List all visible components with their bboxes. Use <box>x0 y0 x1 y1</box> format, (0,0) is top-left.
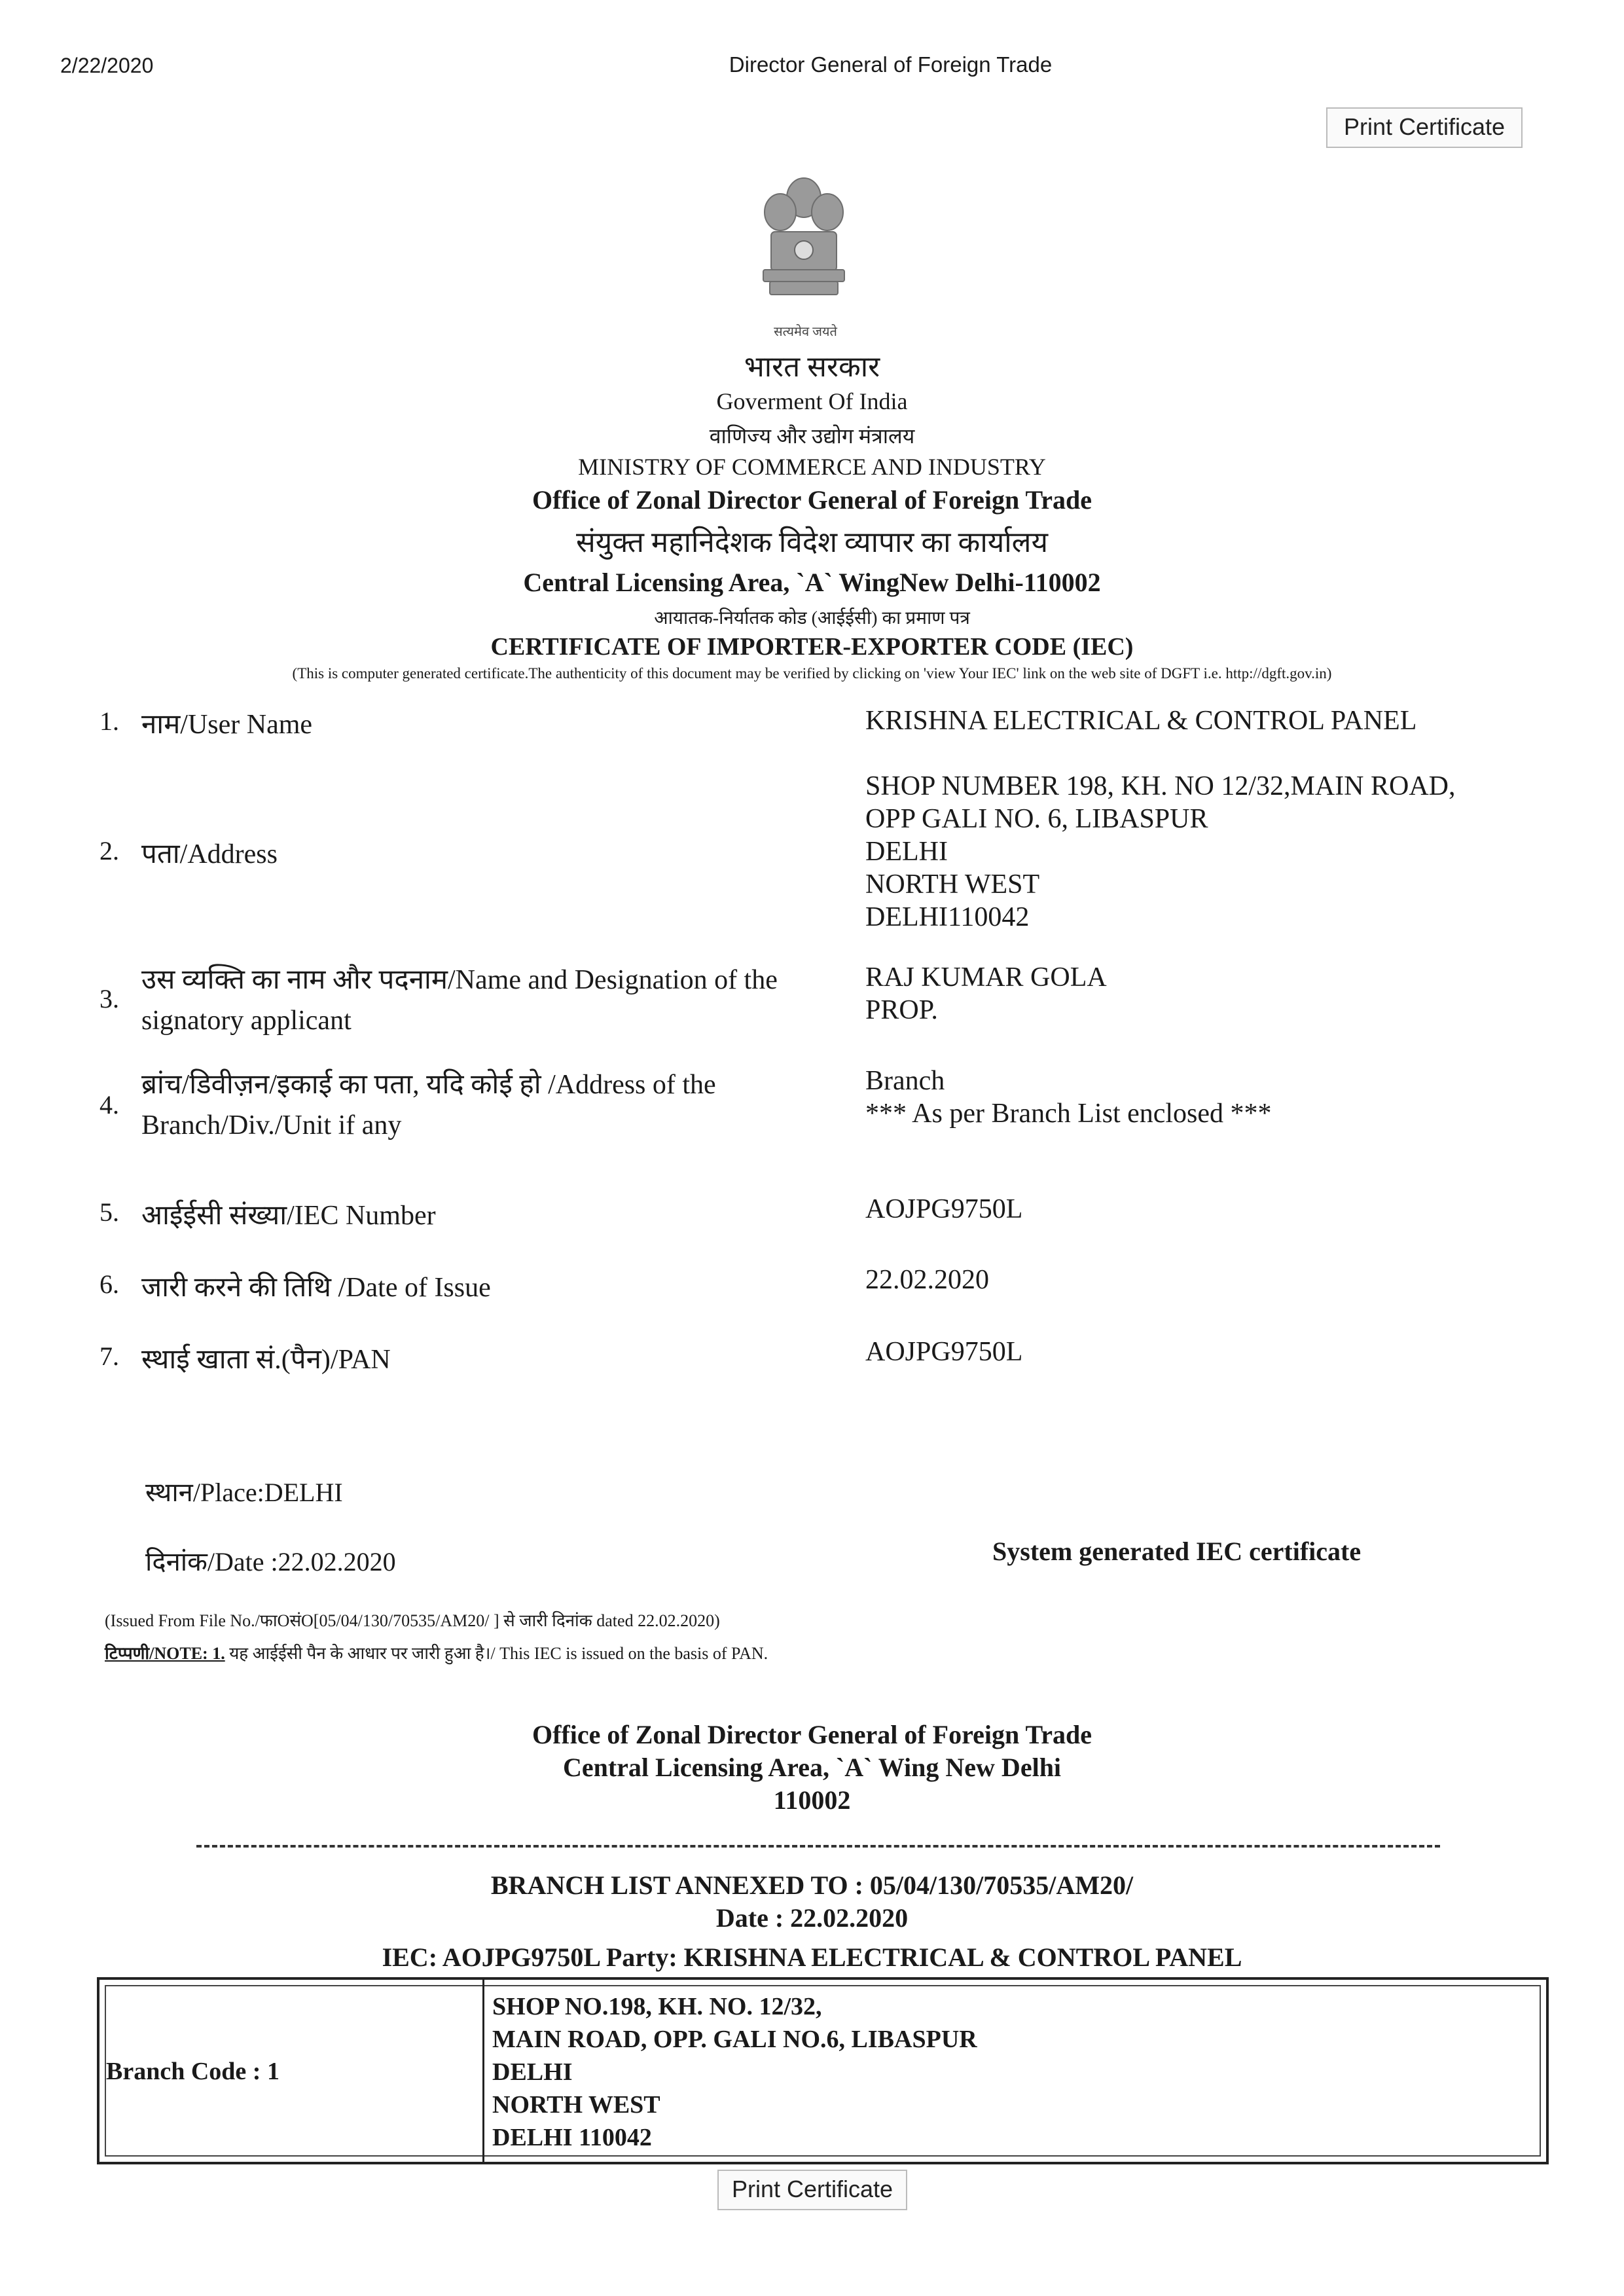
field-number: 6. <box>99 1269 119 1299</box>
field-value-date-of-issue: 22.02.2020 <box>865 1265 989 1295</box>
office-block-line3: 110002 <box>773 1785 851 1815</box>
office-block-line2: Central Licensing Area, `A` Wing New Delhi <box>562 1753 1062 1782</box>
licensing-area: Central Licensing Area, `A` WingNew Delhi-110002 <box>523 568 1101 597</box>
field-number: 7. <box>99 1341 119 1371</box>
hindi-government: भारत सरकार <box>744 351 880 383</box>
branch-table-divider <box>482 1980 484 2162</box>
field-label-iec-number: आईईसी संख्या/IEC Number <box>141 1201 436 1231</box>
branch-table <box>97 1977 1549 2164</box>
note-text: यह आईईसी पैन के आधार पर जारी हुआ है।/ This IEC is issued on the basis of PAN. <box>225 1644 768 1663</box>
site-title: Director General of Foreign Trade <box>729 52 1053 77</box>
branch-address: SHOP NO.198, KH. NO. 12/32, MAIN ROAD, OPP. GALI NO.6, LIBASPUR DELHI NORTH WEST DELHI 110042 <box>492 1993 977 2151</box>
field-label-address: पता/Address <box>141 839 278 869</box>
certificate-title: CERTIFICATE OF IMPORTER-EXPORTER CODE (IEC) <box>490 633 1134 661</box>
field-number: 3. <box>99 984 119 1013</box>
authenticity-note: (This is computer generated certificate.The authenticity of this document may be verified by clicking on 'view Your IEC' link on the web site of DGFT i.e. http://dgft.gov.in) <box>292 665 1332 682</box>
branch-code-label: Branch Code : 1 <box>106 2058 280 2085</box>
field-value-signatory: RAJ KUMAR GOLA PROP. <box>865 962 1107 1025</box>
place: स्थान/Place:DELHI <box>145 1478 343 1507</box>
signature-date: दिनांक/Date :22.02.2020 <box>145 1547 396 1576</box>
hindi-office: संयुक्त महानिदेशक विदेश व्यापार का कार्यालय <box>575 526 1049 558</box>
ashoka-emblem-icon <box>751 172 856 322</box>
hindi-ministry: वाणिज्य और उद्योग मंत्रालय <box>709 424 915 448</box>
issued-from-file: (Issued From File No./फाOसंO[05/04/130/70535/AM20/ ] से जारी दिनांक dated 22.02.2020) <box>105 1611 720 1630</box>
office-title: Office of Zonal Director General of Foreign Trade <box>532 485 1092 515</box>
dashed-divider <box>196 1845 1440 1848</box>
field-value-user-name: KRISHNA ELECTRICAL & CONTROL PANEL <box>865 706 1417 736</box>
field-value-branch-address: Branch *** As per Branch List enclosed *** <box>865 1066 1272 1129</box>
field-value-iec-number: AOJPG9750L <box>865 1194 1023 1224</box>
field-label-date-of-issue: जारी करने की तिथि /Date of Issue <box>141 1273 491 1303</box>
government-of-india: Goverment Of India <box>716 388 908 414</box>
field-value-pan: AOJPG9750L <box>865 1337 1023 1367</box>
system-generated-label: System generated IEC certificate <box>992 1537 1362 1566</box>
field-label-user-name: नाम/User Name <box>141 710 313 740</box>
field-value-address: SHOP NUMBER 198, KH. NO 12/32,MAIN ROAD, OPP GALI NO. 6, LIBASPUR DELHI NORTH WEST DELHI110042 <box>865 771 1456 932</box>
field-label-signatory: उस व्यक्ति का नाम और पदनाम/Name and Designation of the signatory applicant <box>141 965 778 1036</box>
field-number: 1. <box>99 706 119 736</box>
note-line <box>105 1641 768 1664</box>
office-block-line1: Office of Zonal Director General of Foreign Trade <box>532 1720 1092 1749</box>
print-date: 2/22/2020 <box>60 54 154 77</box>
print-certificate-button-bottom[interactable]: Print Certificate <box>717 2170 907 2210</box>
field-label-pan: स्थाई खाता सं.(पैन)/PAN <box>141 1345 391 1375</box>
ministry-title: MINISTRY OF COMMERCE AND INDUSTRY <box>578 454 1046 480</box>
print-certificate-button[interactable]: Print Certificate <box>1326 107 1523 148</box>
field-label-branch-address: ब्रांच/डिवीज़न/इकाई का पता, यदि कोई हो /Address of the Branch/Div./Unit if any <box>141 1070 716 1140</box>
field-number: 4. <box>99 1090 119 1120</box>
field-number: 5. <box>99 1197 119 1227</box>
field-number: 2. <box>99 836 119 866</box>
emblem-motto: सत्यमेव जयते <box>774 325 837 339</box>
branch-list-title: BRANCH LIST ANNEXED TO : 05/04/130/70535/AM20/ <box>490 1870 1134 1900</box>
hindi-certificate-title: आयातक-निर्यातक कोड (आईईसी) का प्रमाण पत्र <box>654 608 970 629</box>
branch-list-date: Date : 22.02.2020 <box>715 1903 909 1933</box>
note-prefix: टिप्पणी/NOTE: 1. <box>105 1644 225 1663</box>
branch-list-party: IEC: AOJPG9750L Party: KRISHNA ELECTRICAL & CONTROL PANEL <box>382 1942 1242 1972</box>
